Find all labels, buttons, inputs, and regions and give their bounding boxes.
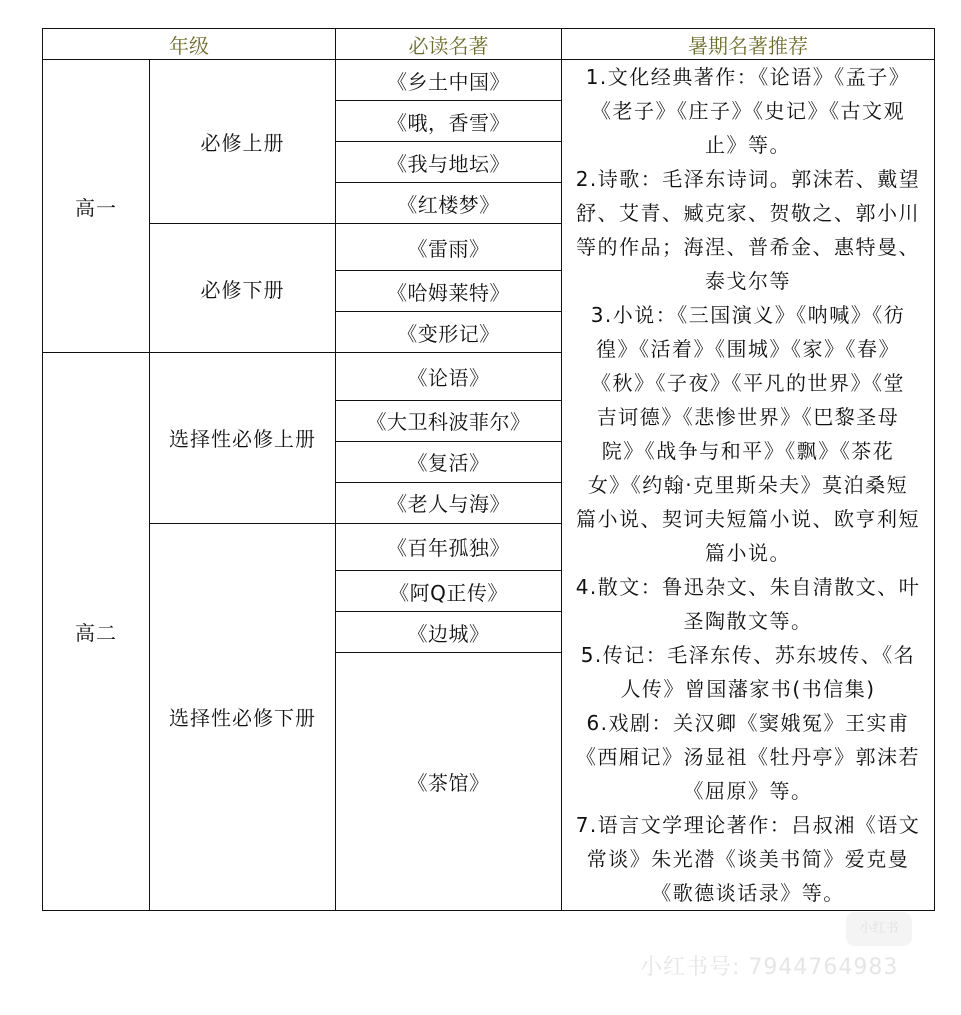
header-summer-recommendations: 暑期名著推荐 bbox=[562, 29, 935, 60]
book-cell: 《我与地坛》 bbox=[336, 142, 562, 183]
reading-list-table bbox=[42, 28, 935, 911]
rec-line: 篇小说。 bbox=[705, 541, 791, 565]
rec-line: 篇小说、契诃夫短篇小说、欧亨利短 bbox=[576, 507, 920, 531]
rec-line: 5.传记：毛泽东传、苏东坡传、《名 bbox=[580, 643, 916, 667]
rec-line: 女》《约翰·克里斯朵夫》莫泊桑短 bbox=[587, 473, 909, 497]
rec-line: 《歌德谈话录》等。 bbox=[651, 881, 845, 905]
book-cell: 《茶馆》 bbox=[336, 653, 562, 911]
book-cell: 《雷雨》 bbox=[336, 224, 562, 271]
rec-line: 泰戈尔等 bbox=[705, 269, 791, 293]
volume-cell: 必修下册 bbox=[150, 224, 336, 353]
volume-cell: 必修上册 bbox=[150, 60, 336, 224]
rec-line: 《老子》《庄子》《史记》《古文观 bbox=[591, 99, 905, 123]
watermark-logo: 小红书 bbox=[846, 912, 912, 946]
book-cell: 《阿Q正传》 bbox=[336, 571, 562, 612]
rec-line: 7.语言文学理论著作：吕叔湘《语文 bbox=[575, 813, 921, 837]
book-cell: 《边城》 bbox=[336, 612, 562, 653]
reading-list-table-container bbox=[42, 28, 935, 911]
rec-line: 4.散文：鲁迅杂文、朱自清散文、叶 bbox=[575, 575, 921, 599]
rec-line: 徨》《活着》《围城》《家》《春》 bbox=[596, 337, 900, 361]
rec-line: 圣陶散文等。 bbox=[683, 609, 813, 633]
watermark-text: 小红书号: 7944764983 bbox=[640, 955, 899, 980]
book-cell: 《哈姆莱特》 bbox=[336, 271, 562, 312]
rec-line: 1.文化经典著作：《论语》《孟子》 bbox=[585, 65, 911, 89]
rec-line: 吉诃德》《悲惨世界》《巴黎圣母 bbox=[596, 405, 900, 429]
rec-line: 《秋》《子夜》《平凡的世界》《堂 bbox=[591, 371, 905, 395]
volume-cell: 选择性必修下册 bbox=[150, 523, 336, 910]
book-cell: 《论语》 bbox=[336, 353, 562, 400]
rec-line: 常谈》朱光潜《谈美书简》爱克曼 bbox=[586, 847, 910, 871]
book-cell: 《老人与海》 bbox=[336, 482, 562, 523]
book-cell: 《变形记》 bbox=[336, 312, 562, 353]
grade-cell: 高二 bbox=[43, 353, 150, 911]
book-cell: 《复活》 bbox=[336, 441, 562, 482]
book-cell: 《百年孤独》 bbox=[336, 523, 562, 570]
rec-line: 止》等。 bbox=[705, 133, 791, 157]
rec-line: 《屈原》等。 bbox=[683, 779, 813, 803]
summer-recommendations-cell bbox=[562, 60, 935, 911]
rec-line: 舒、艾青、臧克家、贺敬之、郭小川 bbox=[576, 201, 920, 225]
book-cell: 《大卫科波菲尔》 bbox=[336, 400, 562, 441]
grade-cell: 高一 bbox=[43, 60, 150, 353]
book-cell: 《哦，香雪》 bbox=[336, 101, 562, 142]
header-grade: 年级 bbox=[43, 29, 336, 60]
rec-line: 《西厢记》汤显祖《牡丹亭》郭沫若 bbox=[576, 745, 920, 769]
rec-line: 等的作品；海涅、普希金、惠特曼、 bbox=[576, 235, 920, 259]
book-cell: 《乡土中国》 bbox=[336, 60, 562, 101]
header-required-reading: 必读名著 bbox=[336, 29, 562, 60]
book-cell: 《红楼梦》 bbox=[336, 183, 562, 224]
rec-line: 2.诗歌：毛泽东诗词。郭沫若、戴望 bbox=[575, 167, 921, 191]
rec-line: 3.小说：《三国演义》《呐喊》《彷 bbox=[590, 303, 906, 327]
table-row bbox=[43, 60, 935, 101]
rec-line: 院》《战争与和平》《飘》《茶花 bbox=[601, 439, 895, 463]
volume-cell: 选择性必修上册 bbox=[150, 353, 336, 523]
header-row bbox=[43, 29, 935, 60]
rec-line: 6.戏剧：关汉卿《窦娥冤》王实甫 bbox=[586, 711, 910, 735]
rec-line: 人传》曾国藩家书(书信集) bbox=[620, 677, 876, 701]
